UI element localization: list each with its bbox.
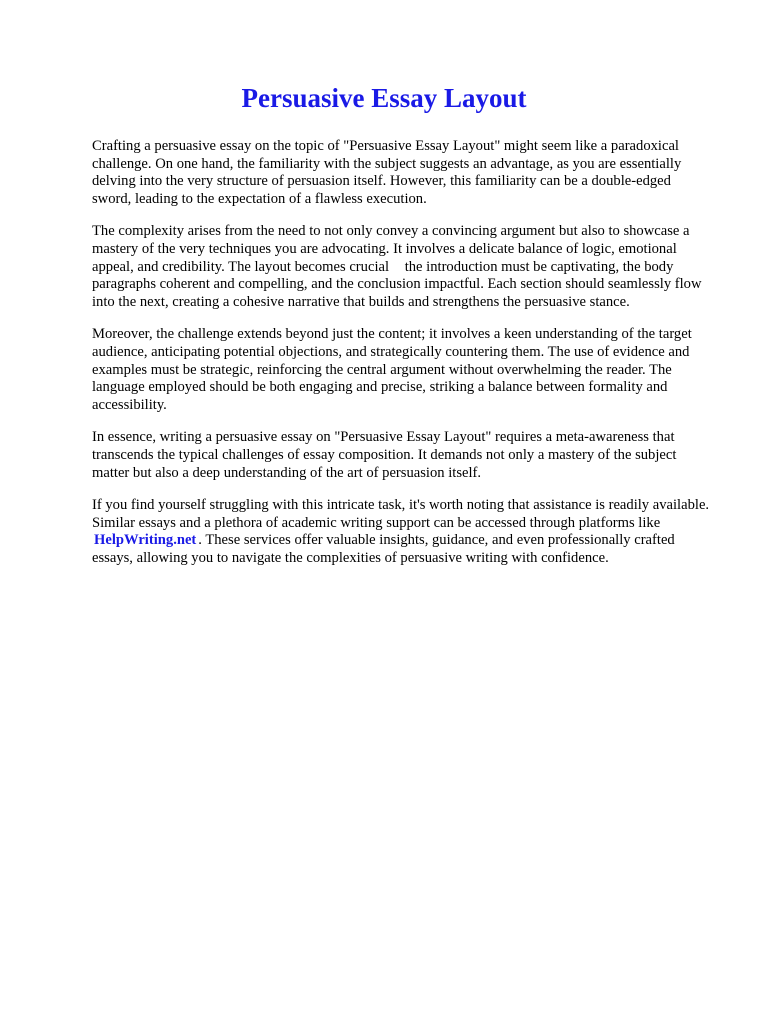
page-title: Persuasive Essay Layout — [241, 83, 527, 113]
paragraph-2-part-1: The complexity arises from the need to not only convey a convincing argument but also to showcase a mastery of the very techniques you are advocating. It involves a delicate balance of logic, emotional appeal, and credibility. The layout becomes crucial — [92, 223, 690, 275]
paragraph-5-part-2: . These services offer valuable insights, guidance, and even professionally crafted essays, allowing you to navigate the complexities of persuasive writing with confidence. — [92, 532, 675, 566]
paragraph-3: Moreover, the challenge extends beyond just the content; it involves a keen understanding of the target audience, anticipating potential objections, and strategically countering them. The use of evidence and examples must be strategic, reinforcing the central argument without overwhelming the reader. The language employed should be both engaging and precise, striking a balance between formality and accessibility. — [92, 326, 692, 413]
paragraph-5 — [92, 497, 712, 567]
paragraph-5-part-1: If you find yourself struggling with this intricate task, it's worth noting that assistance is readily available. Similar essays and a plethora of academic writing support can be accessed through platforms like — [92, 497, 710, 531]
paragraph-2-part-2: the introduction must be captivating, the body paragraphs coherent and compelling, and the conclusion impactful. Each section should seamlessly flow into the next, creating a cohesive narrative that builds and strengthens the persuasive stance. — [92, 258, 702, 310]
helpwriting-link[interactable]: HelpWriting.net — [94, 532, 197, 549]
paragraph-1: Crafting a persuasive essay on the topic of "Persuasive Essay Layout" might seem like a paradoxical challenge. On one hand, the familiarity with the subject suggests an advantage, as you are essentially delving into the very structure of persuasion itself. However, this familiarity can be a double-edged sword, leading to the expectation of a flawless execution. — [92, 138, 682, 207]
paragraph-4: In essence, writing a persuasive essay on "Persuasive Essay Layout" requires a meta-awareness that transcends the typical challenges of essay composition. It demands not only a mastery of the subject matter but also a deep understanding of the art of persuasion itself. — [92, 429, 677, 481]
paragraph-2 — [92, 223, 712, 311]
essay-body — [92, 138, 708, 567]
